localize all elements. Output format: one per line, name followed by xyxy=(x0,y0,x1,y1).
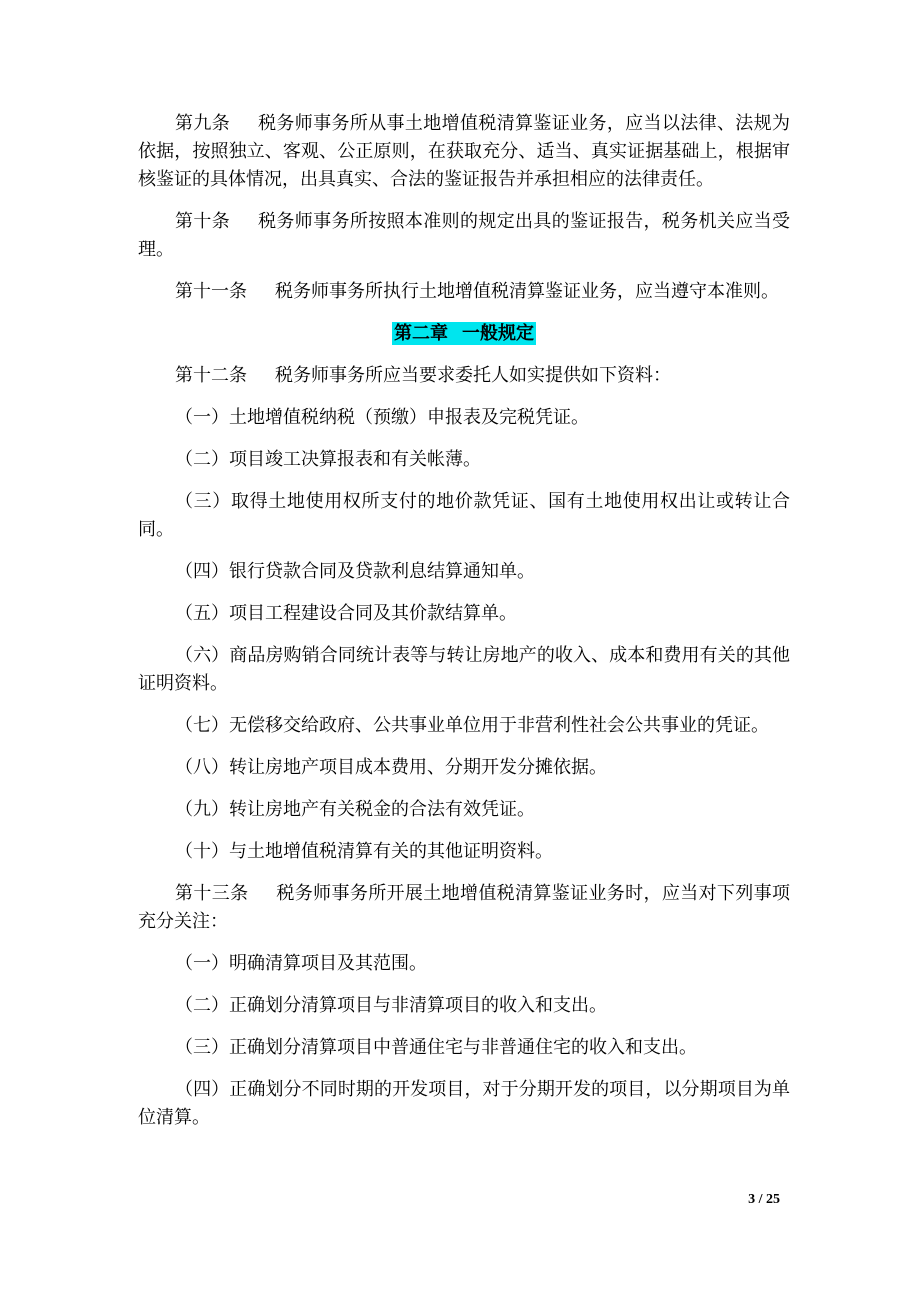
list-item: （十）与土地增值税清算有关的其他证明资料。 xyxy=(175,841,553,862)
page-number: 3 / 25 xyxy=(748,1192,780,1207)
article-text: 税务师事务所从事土地增值税清算鉴证业务，应当以法律、法规为依据，按照独立、客观、公正原则，在获取充分、适当、真实证据基础上，根据审核鉴证的具体情况，出具真实、合法的鉴证报告并承担相应的法律责任。 xyxy=(138,113,791,190)
list-item: （一）土地增值税纳税（预缴）申报表及完税凭证。 xyxy=(175,407,589,428)
list-item: （三）正确划分清算项目中普通住宅与非普通住宅的收入和支出。 xyxy=(175,1037,697,1058)
chapter-heading xyxy=(138,320,790,348)
article-number: 第十一条 xyxy=(175,281,247,302)
article-12 xyxy=(138,362,790,390)
list-item: （六）商品房购销合同统计表等与转让房地产的收入、成本和费用有关的其他证明资料。 xyxy=(138,645,790,694)
list-item: （二）项目竣工决算报表和有关帐薄。 xyxy=(175,449,481,470)
article-number: 第九条 xyxy=(175,113,231,134)
chapter-number: 第二章 xyxy=(394,323,448,344)
article-text: 税务师事务所按照本准则的规定出具的鉴证报告，税务机关应当受理。 xyxy=(138,211,791,260)
chapter-title: 一般规定 xyxy=(462,323,534,344)
list-item: （二）正确划分清算项目与非清算项目的收入和支出。 xyxy=(175,995,607,1016)
list-item: （八）转让房地产项目成本费用、分期开发分摊依据。 xyxy=(175,757,607,778)
chapter-highlight xyxy=(392,322,536,345)
article-10 xyxy=(138,208,790,264)
list-item: （一）明确清算项目及其范围。 xyxy=(175,953,427,974)
article-11 xyxy=(138,278,790,306)
list-item: （五）项目工程建设合同及其价款结算单。 xyxy=(175,603,517,624)
list-item: （九）转让房地产有关税金的合法有效凭证。 xyxy=(175,799,535,820)
article-number: 第十条 xyxy=(175,211,231,232)
article-number: 第十二条 xyxy=(175,365,247,386)
document-body xyxy=(138,110,790,1146)
list-item: （四）银行贷款合同及贷款利息结算通知单。 xyxy=(175,561,535,582)
article-9 xyxy=(138,110,790,194)
article-13 xyxy=(138,880,790,936)
list-item: （三）取得土地使用权所支付的地价款凭证、国有土地使用权出让或转让合同。 xyxy=(138,491,790,540)
article-text: 税务师事务所执行土地增值税清算鉴证业务，应当遵守本准则。 xyxy=(275,281,779,302)
list-item: （七）无偿移交给政府、公共事业单位用于非营利性社会公共事业的凭证。 xyxy=(175,715,769,736)
list-item: （四）正确划分不同时期的开发项目，对于分期开发的项目，以分期项目为单位清算。 xyxy=(138,1079,790,1128)
article-text: 税务师事务所应当要求委托人如实提供如下资料： xyxy=(275,365,671,386)
article-number: 第十三条 xyxy=(175,883,249,904)
article-text: 税务师事务所开展土地增值税清算鉴证业务时，应当对下列事项充分关注： xyxy=(138,883,790,932)
